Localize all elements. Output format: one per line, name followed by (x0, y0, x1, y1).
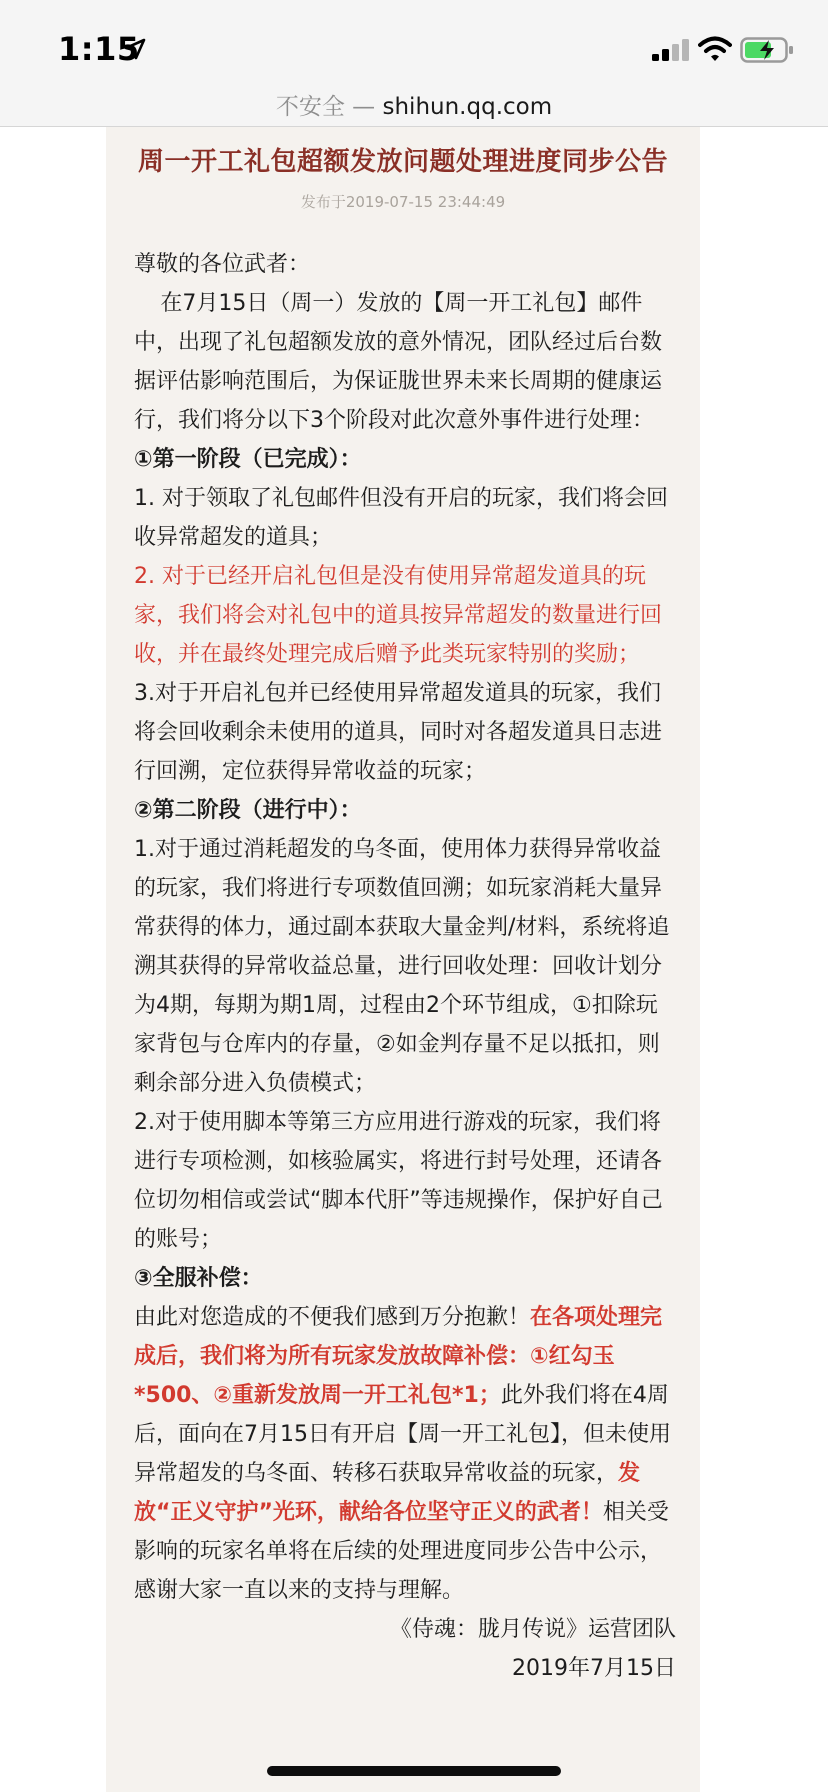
phase3-paragraph (134, 1298, 676, 1610)
phase2-item-1: 1.对于通过消耗超发的乌冬面，使用体力获得异常收益的玩家，我们将进行专项数值回溯；如玩家消耗大量异常获得的体力，通过副本获取大量金判/材料，系统将追溯其获得的异常收益总量，进行回收处理：回收计划分为4期，每期为期1周，过程由2个环节组成，①扣除玩家背包与仓库内的存量，②如金判存量不足以抵扣，则剩余部分进入负债模式； (134, 837, 670, 1096)
location-arrow-icon (124, 38, 146, 60)
phase3-text-1: 由此对您造成的不便我们感到万分抱歉！ (134, 1305, 531, 1330)
status-bar (0, 0, 828, 90)
clock-time: 1:15 (58, 30, 140, 68)
article-body (134, 245, 676, 1688)
cellular-signal-icon (652, 39, 690, 61)
phase3-highlight-2: 发放“正义守护”光环，献给各位坚守正义的武者！ (134, 1461, 641, 1525)
phase1-item-2: 2. 对于已经开启礼包但是没有使用异常超发道具的玩家，我们将会对礼包中的道具按异常超发的数量进行回收，并在最终处理完成后赠予此类玩家特别的奖励； (134, 564, 663, 667)
article-title: 周一开工礼包超额发放问题处理进度同步公告 (137, 147, 668, 177)
phase1-heading: ①第一阶段（已完成）： (134, 447, 362, 472)
address-bar[interactable] (0, 90, 828, 127)
announcement-article (106, 127, 700, 1792)
security-label: 不安全 — (275, 94, 376, 120)
web-page (0, 127, 828, 1792)
signature: 《侍魂：胧月传说》运营团队 (389, 1617, 676, 1642)
home-indicator[interactable] (267, 1766, 561, 1776)
phase3-text-3: 相关受影响的玩家名单将在后续的处理进度同步公告中公示，感谢大家一直以来的支持与理解。 (134, 1500, 669, 1603)
phase2-heading: ②第二阶段（进行中）： (134, 798, 362, 823)
phase2-item-2: 2.对于使用脚本等第三方应用进行游戏的玩家，我们将进行专项检测，如核验属实，将进行封号处理，还请各位切勿相信或尝试“脚本代肝”等违规操作，保护好自己的账号； (134, 1110, 663, 1252)
battery-charging-icon (740, 36, 794, 64)
phase3-heading: ③全服补偿： (134, 1266, 263, 1291)
wifi-icon (698, 36, 732, 62)
phase1-item-3: 3.对于开启礼包并已经使用异常超发道具的玩家，我们将会回收剩余未使用的道具，同时对各超发道具日志进行回溯，定位获得异常收益的玩家； (134, 681, 663, 784)
phase3-highlight-1: 在各项处理完成后，我们将为所有玩家发放故障补偿：①红勾玉*500、②重新发放周一开工礼包*1； (134, 1305, 663, 1408)
greeting: 尊敬的各位武者： (134, 252, 311, 277)
sign-date: 2019年7月15日 (512, 1656, 676, 1681)
publish-date: 发布于2019-07-15 23:44:49 (300, 193, 506, 211)
phase1-item-1: 1. 对于领取了礼包邮件但没有开启的玩家，我们将会回收异常超发的道具； (134, 486, 668, 550)
url-host: shihun.qq.com (382, 94, 553, 120)
phase3-text-2: 此外我们将在4周后，面向在7月15日有开启【周一开工礼包】，但未使用异常超发的乌冬面、转移石获取异常收益的玩家， (134, 1383, 671, 1486)
intro-paragraph: 在7月15日（周一）发放的【周一开工礼包】邮件中，出现了礼包超额发放的意外情况，团队经过后台数据评估影响范围后，为保证胧世界未来长周期的健康运行，我们将分以下3个阶段对此次意外事件进行处理： (134, 291, 663, 433)
